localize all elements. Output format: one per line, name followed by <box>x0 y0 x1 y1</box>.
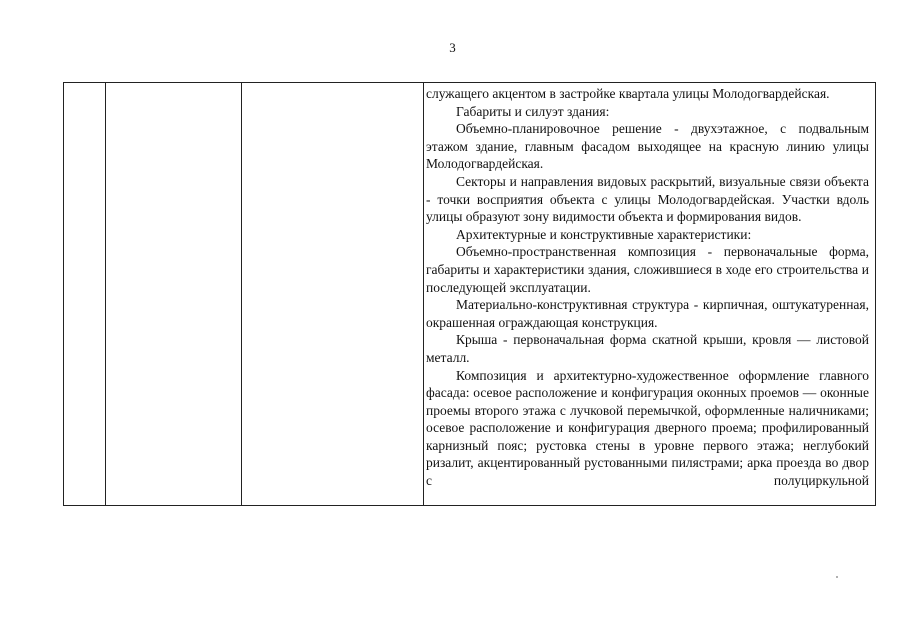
paragraph: Материально-конструктивная структура - кирпичная, оштукатуренная, окрашенная ограждающая конструкция. <box>426 297 869 330</box>
column-divider <box>875 83 876 505</box>
paragraph: Крыша - первоначальная форма скатной крыши, кровля — листовой металл. <box>426 332 869 365</box>
paragraph: Габариты и силуэт здания: <box>456 103 610 119</box>
paragraph: Объемно-пространственная композиция - первоначальные форма, габариты и характеристики здания, сложившиеся в ходе его строительства и последующей эксплуатации. <box>426 244 869 295</box>
column-divider <box>241 83 242 505</box>
scan-speck <box>836 576 838 578</box>
column-divider <box>423 83 424 505</box>
description-cell <box>426 85 869 490</box>
table-row <box>63 82 876 506</box>
paragraph: служащего акцентом в застройке квартала улицы Молодогвардейская. <box>426 86 830 101</box>
paragraph: Объемно-планировочное решение - двухэтажное, с подвальным этажом здание, главным фасадом выходящее на красную линию улицы Молодогвардейская. <box>426 121 869 172</box>
paragraph: Секторы и направления видовых раскрытий, визуальные связи объекта - точки восприятия объекта с улицы Молодогвардейская. Участки вдоль улицы образуют зону видимости объекта и формирования видов. <box>426 173 869 225</box>
paragraph: Композиция и архитектурно-художественное оформление главного фасада: осевое расположение и конфигурация оконных проемов — оконные проемы второго этажа с лучковой перемычкой, оформленные наличниками; осевое расположение и конфигурация дверного проема; профилированный карнизный пояс; рустовка стены в уровне первого этажа; неглубокий ризалит, акцентированный рустованными пилястрами; арка проезда во двор с полуциркульной <box>426 367 869 489</box>
column-divider <box>105 83 106 505</box>
paragraph: Архитектурные и конструктивные характеристики: <box>456 226 752 242</box>
page-number: 3 <box>449 40 456 55</box>
